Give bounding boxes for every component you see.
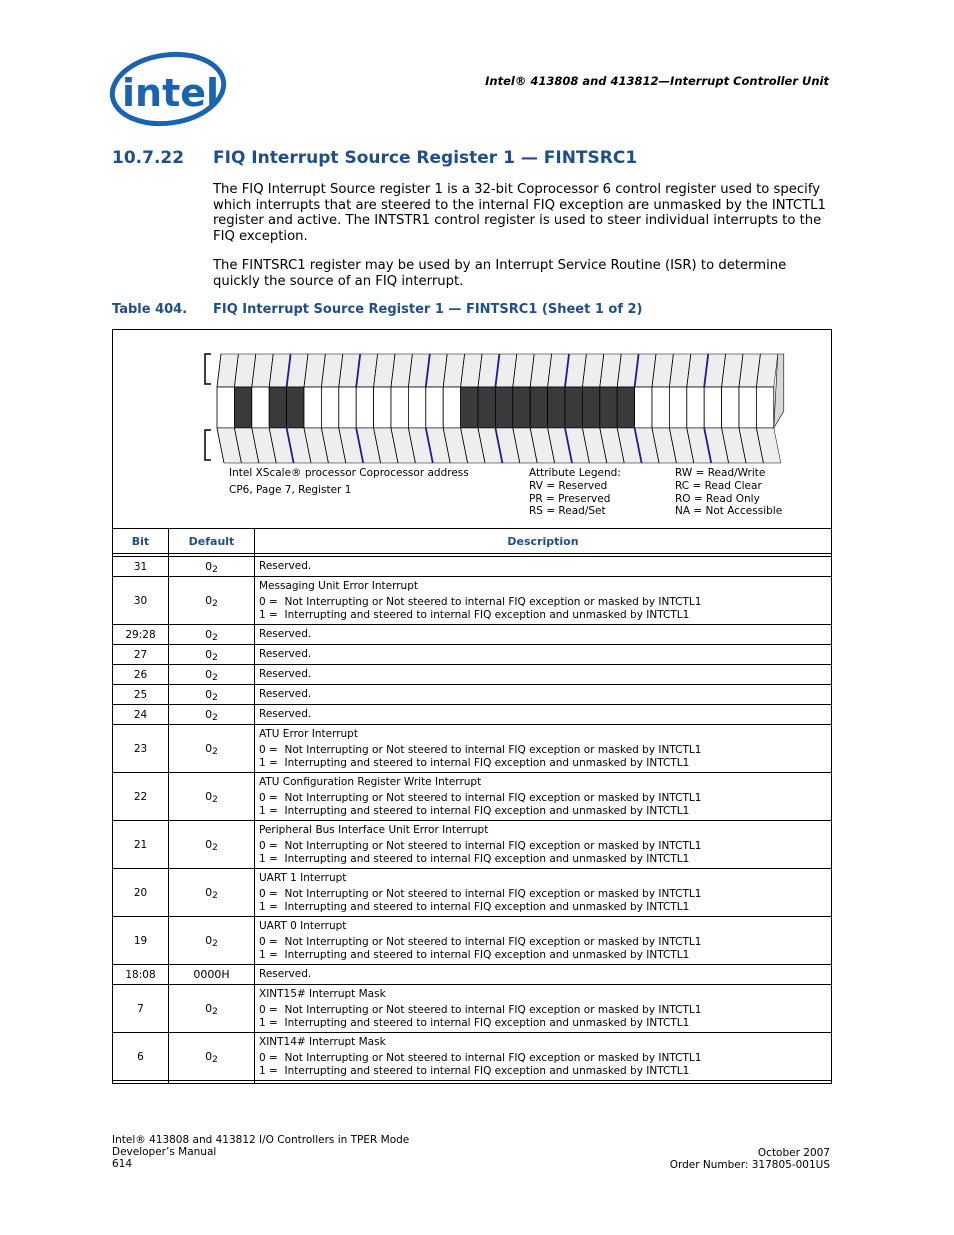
- bit-cell: [408, 387, 425, 428]
- bit-cell: [391, 387, 408, 428]
- row-default: [169, 965, 254, 984]
- row-description: [259, 628, 827, 641]
- default-value: 0: [205, 594, 213, 607]
- default-radix: 2: [212, 794, 218, 805]
- row-description-title: Reserved.: [259, 628, 312, 640]
- bit-cell: [600, 387, 617, 428]
- row-bit: 23: [133, 742, 148, 755]
- table-row: [113, 917, 831, 965]
- bit-cell: [269, 387, 286, 428]
- bit-cell: [234, 387, 251, 428]
- bit-cell: [669, 387, 686, 428]
- row-description-title: Reserved.: [259, 708, 312, 720]
- row-bit: 25: [133, 688, 148, 701]
- legend-rs: RS = Read/Set: [529, 505, 606, 518]
- bit-cell: [374, 387, 391, 428]
- default-value: 0: [205, 934, 213, 947]
- bit-cell: [321, 387, 338, 428]
- default-radix: 2: [212, 692, 218, 703]
- bit-cell: [739, 387, 756, 428]
- row-description: [259, 872, 827, 914]
- bit-cell: [443, 387, 460, 428]
- row-bit: 20: [133, 886, 148, 899]
- bit-cell: [426, 387, 443, 428]
- row-description-title: Reserved.: [259, 560, 312, 572]
- default-radix: 2: [212, 1054, 218, 1065]
- footer-page-number: 614: [112, 1158, 133, 1170]
- row-description: [259, 824, 827, 866]
- bit-cell: [756, 387, 773, 428]
- option-1: 1 = Interrupting and steered to internal FIQ exception and unmasked by INTCTL1: [259, 609, 690, 621]
- row-description: [259, 708, 827, 721]
- legend-rv: RV = Reserved: [529, 479, 608, 492]
- table-row: [113, 1033, 831, 1081]
- register-table: [112, 329, 832, 1084]
- default-value: 0: [205, 668, 213, 681]
- bit-cell: [339, 387, 356, 428]
- legend-left: [529, 467, 621, 518]
- row-default: [169, 645, 254, 664]
- row-description: [259, 776, 827, 818]
- legend-ro: RO = Read Only: [675, 492, 760, 505]
- default-radix: 2: [212, 1006, 218, 1017]
- col-description: Description: [507, 534, 579, 548]
- bit-cell: [565, 387, 582, 428]
- bit-cell: [495, 387, 512, 428]
- col-divider-2: [254, 529, 255, 1083]
- row-description: [259, 920, 827, 962]
- paragraph-1: The FIQ Interrupt Source register 1 is a 32-bit Coprocessor 6 control register used to specify which interrupts that are steered to the internal FIQ exception are unmasked by the INTCTL1 register and active. The INTSTR1 control register is used to steer individual interrupts to the FIQ exception.: [213, 182, 826, 244]
- bit-cell: [513, 387, 530, 428]
- table-row: [113, 985, 831, 1033]
- bit-cell: [687, 387, 704, 428]
- section-heading: [112, 148, 637, 168]
- row-bit: 19: [133, 934, 148, 947]
- bit-cell: [356, 387, 373, 428]
- row-bit: 30: [133, 594, 148, 607]
- default-radix: 2: [212, 712, 218, 723]
- default-radix: 2: [212, 672, 218, 683]
- default-radix: 2: [212, 890, 218, 901]
- default-value: 0: [205, 648, 213, 661]
- bit-cell: [548, 387, 565, 428]
- footer-right: [670, 1147, 830, 1171]
- option-1: 1 = Interrupting and steered to internal FIQ exception and unmasked by INTCTL1: [259, 949, 690, 961]
- row-description: [259, 688, 827, 701]
- row-description-title: Peripheral Bus Interface Unit Error Interrupt: [259, 824, 489, 836]
- bracket-bottom: [205, 430, 211, 460]
- table-row: [113, 577, 831, 625]
- footer-date: October 2007: [757, 1147, 830, 1159]
- legend-na: NA = Not Accessible: [675, 505, 783, 518]
- default-value: 0: [205, 688, 213, 701]
- default-radix: 2: [212, 632, 218, 643]
- legend-right: [675, 467, 782, 518]
- row-bit: 29:28: [125, 628, 156, 641]
- footer-order: Order Number: 317805-001US: [669, 1159, 830, 1171]
- section-number: 10.7.22: [112, 148, 185, 168]
- bit-cell: [530, 387, 547, 428]
- table-caption: [112, 302, 643, 317]
- default-radix: 2: [212, 746, 218, 757]
- row-description-title: UART 1 Interrupt: [259, 872, 347, 884]
- cp-address-line1: Intel XScale® processor Coprocessor address: [229, 467, 469, 479]
- default-value: 0: [205, 742, 213, 755]
- default-value: 0: [205, 1002, 213, 1015]
- option-0: 0 = Not Interrupting or Not steered to internal FIQ exception or masked by INTCTL1: [259, 1004, 702, 1016]
- default-value: 0: [205, 560, 213, 573]
- row-description-title: UART 0 Interrupt: [259, 920, 347, 932]
- row-default: [169, 773, 254, 820]
- default-value: 0: [205, 790, 213, 803]
- running-header: Intel® 413808 and 413812—Interrupt Controller Unit: [485, 74, 829, 88]
- table-title-text: FIQ Interrupt Source Register 1 — FINTSRC1 (Sheet 1 of 2): [213, 302, 643, 317]
- row-bit: 21: [133, 838, 148, 851]
- section-title-text: FIQ Interrupt Source Register 1 — FINTSRC1: [213, 148, 638, 168]
- row-description-title: Reserved.: [259, 688, 312, 700]
- row-description-title: ATU Error Interrupt: [259, 728, 358, 740]
- bit-cell: [617, 387, 634, 428]
- table-row: [113, 625, 831, 645]
- col-default: Default: [188, 534, 235, 548]
- row-description-title: ATU Configuration Register Write Interrupt: [259, 776, 482, 788]
- intel-logo: [108, 50, 228, 128]
- table-row: [113, 705, 831, 725]
- default-value: 0: [205, 628, 213, 641]
- row-default: [169, 1033, 254, 1080]
- row-description-title: Messaging Unit Error Interrupt: [259, 580, 418, 592]
- option-0: 0 = Not Interrupting or Not steered to internal FIQ exception or masked by INTCTL1: [259, 888, 702, 900]
- option-1: 1 = Interrupting and steered to internal FIQ exception and unmasked by INTCTL1: [259, 1017, 690, 1029]
- row-description: [259, 988, 827, 1030]
- bit-cell: [582, 387, 599, 428]
- legend-title: Attribute Legend:: [529, 467, 621, 479]
- option-1: 1 = Interrupting and steered to internal FIQ exception and unmasked by INTCTL1: [259, 757, 690, 769]
- default-value: 0: [205, 838, 213, 851]
- bit-cell: [304, 387, 321, 428]
- bit-cell: [652, 387, 669, 428]
- footer-product: Intel® 413808 and 413812 I/O Controllers in TPER Mode: [112, 1134, 410, 1146]
- row-bit: 6: [137, 1050, 144, 1063]
- row-default: [169, 917, 254, 964]
- row-description-title: Reserved.: [259, 668, 312, 680]
- bit-cell: [217, 387, 234, 428]
- option-1: 1 = Interrupting and steered to internal FIQ exception and unmasked by INTCTL1: [259, 1065, 690, 1077]
- row-default: [169, 985, 254, 1032]
- option-0: 0 = Not Interrupting or Not steered to internal FIQ exception or masked by INTCTL1: [259, 936, 702, 948]
- option-1: 1 = Interrupting and steered to internal FIQ exception and unmasked by INTCTL1: [259, 805, 690, 817]
- row-default: [169, 685, 254, 704]
- default-radix: 2: [212, 842, 218, 853]
- row-bit: 18:08: [125, 968, 156, 981]
- option-0: 0 = Not Interrupting or Not steered to internal FIQ exception or masked by INTCTL1: [259, 792, 702, 804]
- row-default: [169, 625, 254, 644]
- bracket-top: [205, 354, 211, 384]
- row-description: [259, 1036, 827, 1078]
- table-row: [113, 773, 831, 821]
- bit-cell: [704, 387, 721, 428]
- footer-left: [112, 1134, 409, 1170]
- default-value: 0: [205, 1050, 213, 1063]
- default-value: 0: [205, 886, 213, 899]
- table-row: [113, 869, 831, 917]
- row-description-title: XINT15# Interrupt Mask: [259, 988, 386, 1000]
- default-radix: 2: [212, 564, 218, 575]
- legend-rc: RC = Read Clear: [675, 479, 762, 492]
- table-row: [113, 725, 831, 773]
- row-bit: 31: [133, 560, 148, 573]
- row-description-title: Reserved.: [259, 648, 312, 660]
- default-radix: 2: [212, 938, 218, 949]
- default-radix: 2: [212, 598, 218, 609]
- col-bit: Bit: [131, 534, 150, 548]
- row-default: [169, 869, 254, 916]
- table-row: [113, 645, 831, 665]
- row-description: [259, 580, 827, 622]
- option-0: 0 = Not Interrupting or Not steered to internal FIQ exception or masked by INTCTL1: [259, 1052, 702, 1064]
- row-description-title: Reserved.: [259, 968, 312, 980]
- option-1: 1 = Interrupting and steered to internal FIQ exception and unmasked by INTCTL1: [259, 901, 690, 913]
- row-description: [259, 968, 827, 981]
- table-row: [113, 665, 831, 685]
- legend-rw: RW = Read/Write: [675, 467, 766, 479]
- option-1: 1 = Interrupting and steered to internal FIQ exception and unmasked by INTCTL1: [259, 853, 690, 865]
- bit-cell: [722, 387, 739, 428]
- row-default: [169, 821, 254, 868]
- default-radix: 2: [212, 652, 218, 663]
- row-bit: 26: [133, 668, 148, 681]
- row-bit: 27: [133, 648, 148, 661]
- cp-address: [229, 467, 469, 497]
- row-bit: 7: [137, 1002, 144, 1015]
- legend-pr: PR = Preserved: [529, 492, 611, 505]
- row-default: [169, 705, 254, 724]
- bit-cell: [478, 387, 495, 428]
- default-value: 0000H: [193, 968, 230, 981]
- row-bit: 24: [133, 708, 148, 721]
- paragraph-2: The FINTSRC1 register may be used by an Interrupt Service Routine (ISR) to determine quickly the source of an FIQ interrupt.: [213, 258, 787, 289]
- table-row: [113, 557, 831, 577]
- table-row: [113, 685, 831, 705]
- cp-address-line2: CP6, Page 7, Register 1: [229, 483, 352, 496]
- option-0: 0 = Not Interrupting or Not steered to internal FIQ exception or masked by INTCTL1: [259, 596, 702, 608]
- bit-cell: [252, 387, 269, 428]
- row-bit: 22: [133, 790, 148, 803]
- table-row: [113, 965, 831, 985]
- bit-cell: [635, 387, 652, 428]
- bit-cell: [287, 387, 304, 428]
- row-default: [169, 577, 254, 624]
- col-divider-1: [168, 529, 169, 1083]
- row-default: [169, 725, 254, 772]
- row-description: [259, 560, 827, 573]
- footer-manual: Developer’s Manual: [112, 1146, 217, 1158]
- logo-wordmark: intel: [122, 71, 220, 115]
- row-description: [259, 728, 827, 770]
- option-0: 0 = Not Interrupting or Not steered to internal FIQ exception or masked by INTCTL1: [259, 744, 702, 756]
- default-value: 0: [205, 708, 213, 721]
- table-label: Table 404.: [112, 302, 188, 317]
- row-description: [259, 648, 827, 661]
- bit-field-graphic: [113, 330, 831, 470]
- register-diagram: [113, 330, 831, 529]
- bit-cell: [461, 387, 478, 428]
- row-default: [169, 665, 254, 684]
- row-default: [169, 557, 254, 576]
- row-description-title: XINT14# Interrupt Mask: [259, 1036, 386, 1048]
- table-row: [113, 821, 831, 869]
- row-description: [259, 668, 827, 681]
- option-0: 0 = Not Interrupting or Not steered to internal FIQ exception or masked by INTCTL1: [259, 840, 702, 852]
